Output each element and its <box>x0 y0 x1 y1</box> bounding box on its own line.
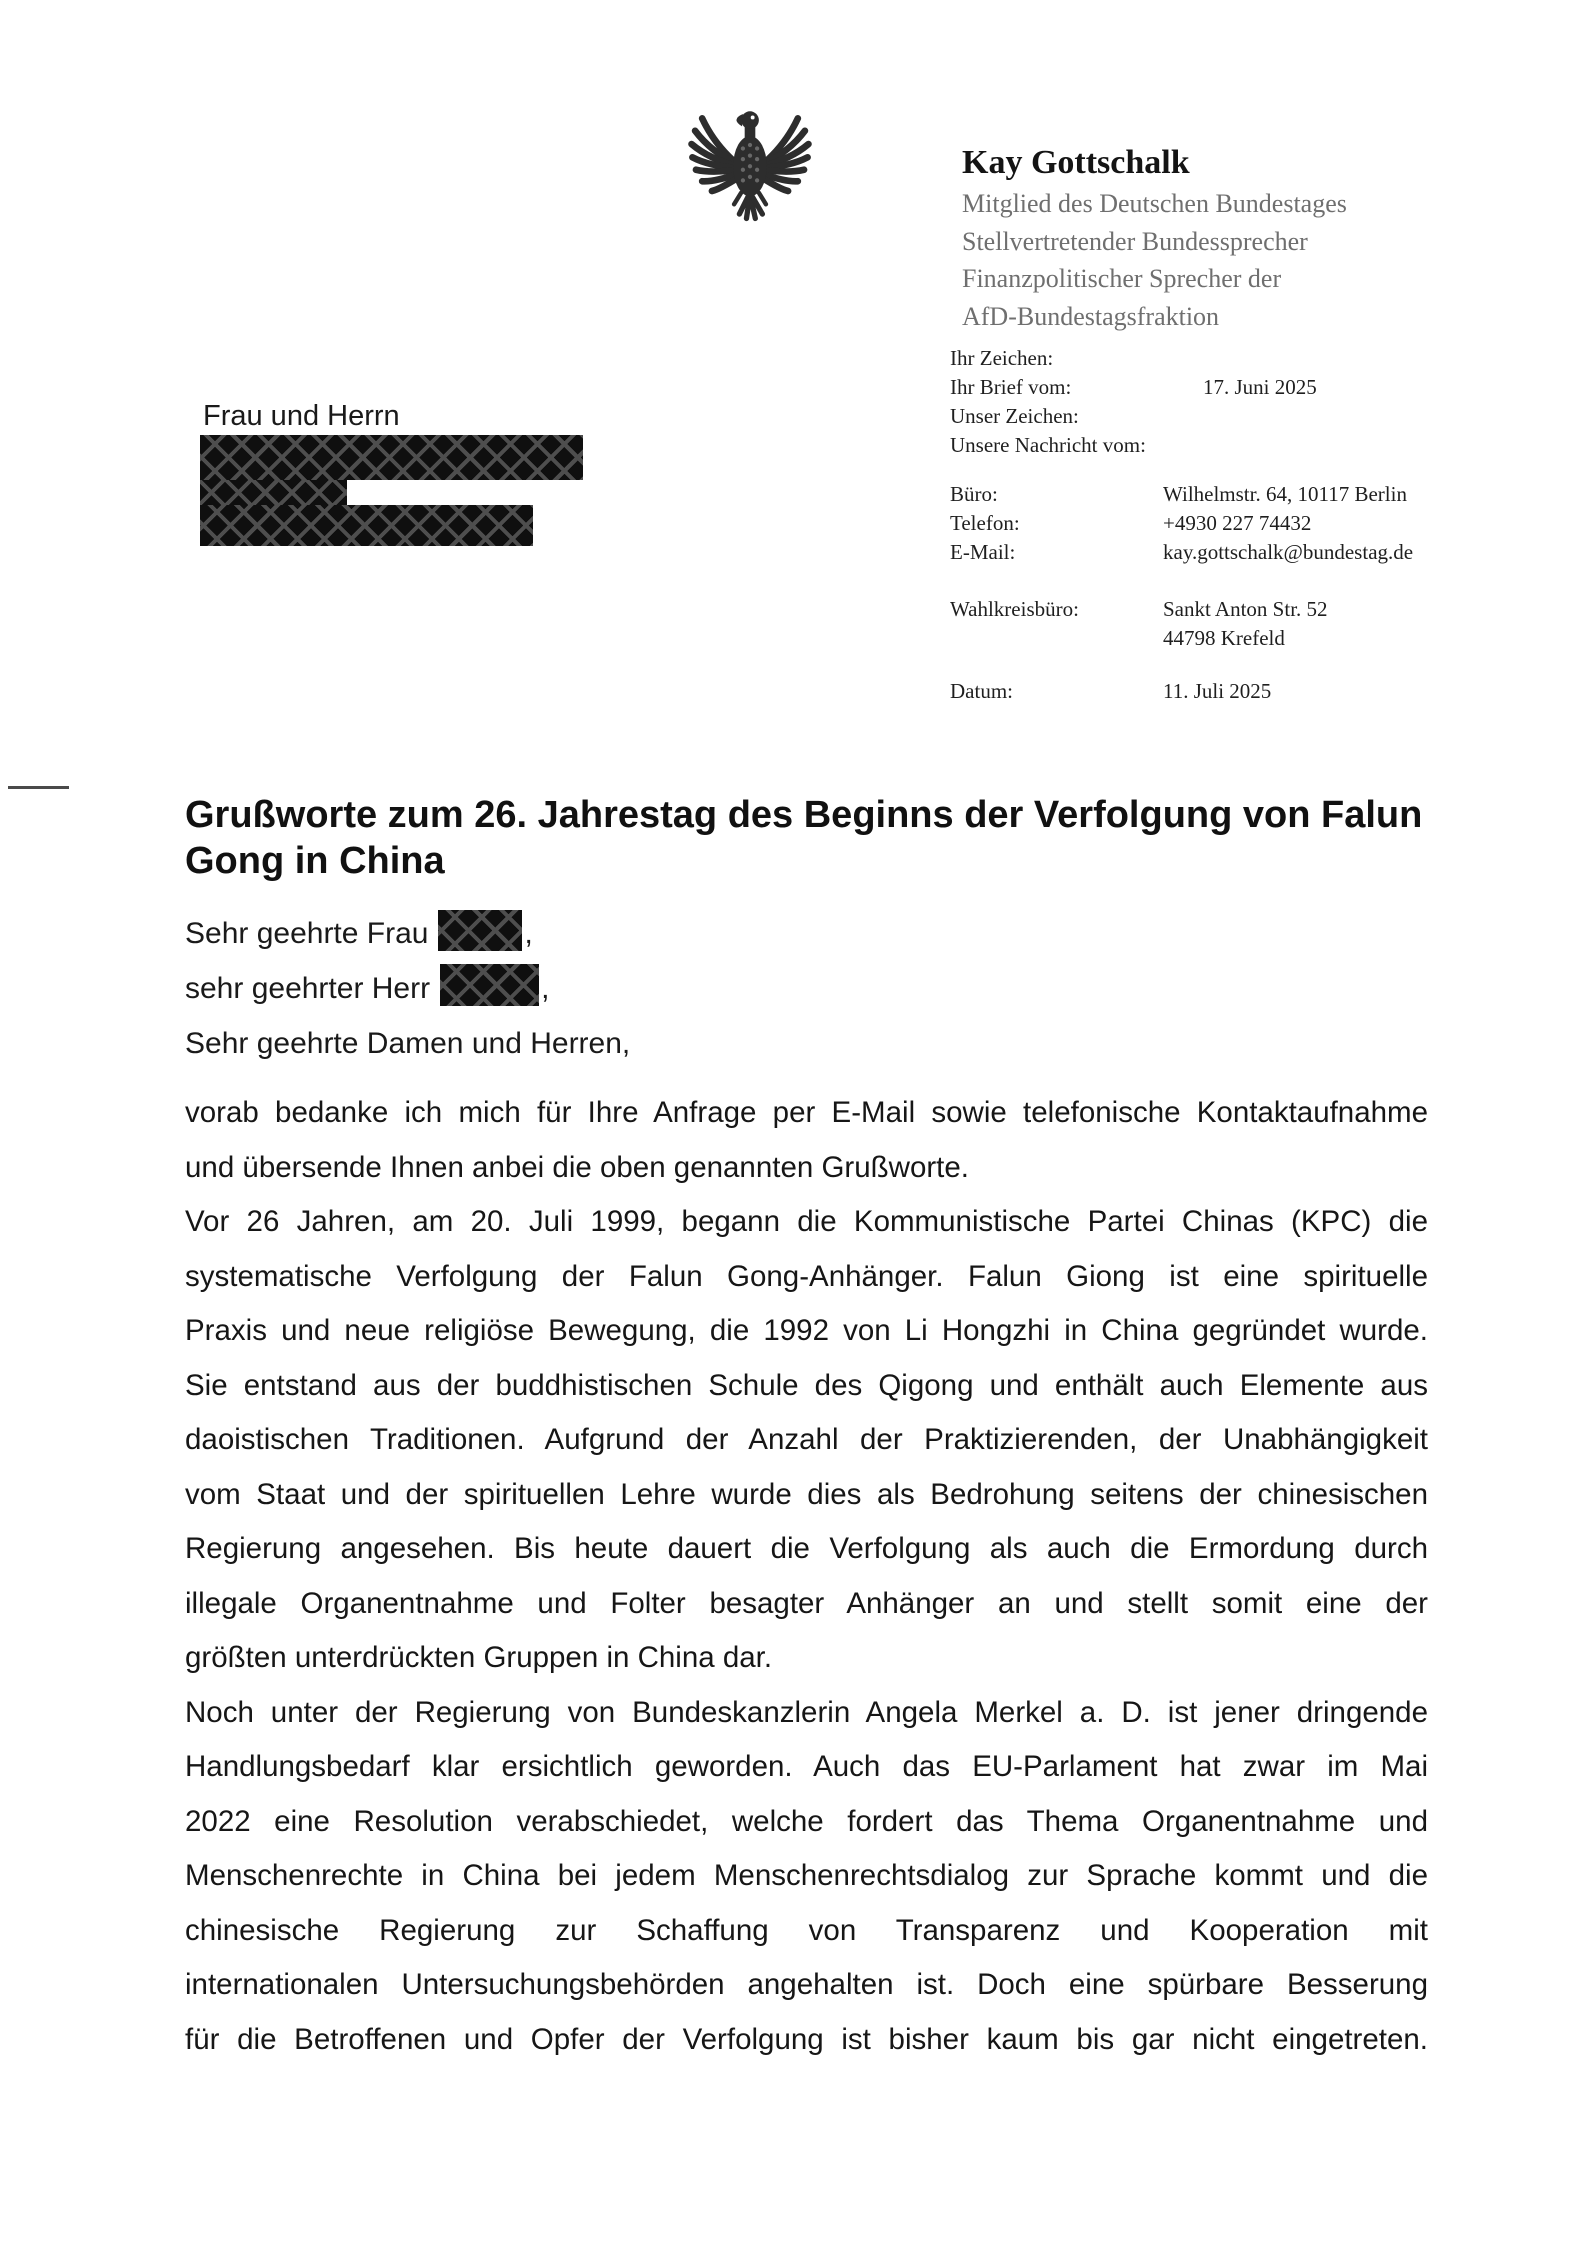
recipient-line: Frau und Herrn <box>203 400 400 432</box>
field-label: Ihr Brief vom: <box>950 375 1072 399</box>
field-value: 44798 Krefeld <box>1163 626 1285 650</box>
body-line: vom Staat und der spirituellen Lehre wurde dies als Bedrohung seitens der chinesischen <box>185 1477 1428 1511</box>
body-line: daoistischen Traditionen. Aufgrund der Anzahl der Praktizierenden, der Unabhängigkeit <box>185 1423 1428 1456</box>
redacted-name <box>440 964 539 1006</box>
sender-role: Stellvertretender Bundessprecher <box>962 226 1308 256</box>
date-row <box>950 677 1271 706</box>
sender-role: AfD-Bundestagsfraktion <box>962 301 1220 331</box>
body-line: Handlungsbedarf klar ersichtlich geworden. Auch das EU-Parlament hat zwar im Mai <box>185 1750 1428 1783</box>
body-line: illegale Organentnahme und Folter besagter Anhänger an und stellt somit eine der <box>185 1586 1428 1620</box>
body-line: und übersende Ihnen anbei die oben genannten Grußworte. <box>185 1150 969 1184</box>
field-label: Wahlkreisbüro: <box>950 597 1079 621</box>
body-line: chinesische Regierung zur Schaffung von Transparenz und Kooperation mit <box>185 1913 1428 1947</box>
email-value: kay.gottschalk@bundestag.de <box>1163 540 1414 564</box>
body-line: Noch unter der Regierung von Bundeskanzlerin Angela Merkel a. D. ist jener dringende <box>185 1695 1428 1729</box>
bundestag-eagle-logo <box>688 92 812 228</box>
office-contact-block <box>950 480 1413 567</box>
redacted-name <box>438 910 522 951</box>
salutation-text: Sehr geehrte Frau <box>185 917 429 950</box>
fold-mark <box>8 786 69 789</box>
date-value: 11. Juli 2025 <box>1163 679 1272 703</box>
field-value: +4930 227 74432 <box>1163 511 1312 535</box>
field-label: Telefon: <box>950 511 1020 535</box>
body-line: Vor 26 Jahren, am 20. Juli 1999, begann die Kommunistische Partei Chinas (KPC) die <box>185 1205 1428 1238</box>
contact-row <box>950 538 1413 567</box>
reference-row <box>950 373 1317 402</box>
reference-row <box>950 431 1317 460</box>
letter-body <box>185 1086 1428 2067</box>
field-label: Büro: <box>950 482 998 506</box>
contact-row <box>950 509 1413 538</box>
body-line: systematische Verfolgung der Falun Gong-Anhänger. Falun Giong ist eine spirituelle <box>185 1259 1428 1293</box>
field-value: Wilhelmstr. 64, 10117 Berlin <box>1163 482 1407 506</box>
body-line: Praxis und neue religiöse Bewegung, die 1992 von Li Hongzhi in China gegründet wurde. <box>185 1314 1428 1347</box>
field-value: Sankt Anton Str. 52 <box>1163 597 1328 621</box>
body-line: größten unterdrückten Gruppen in China dar. <box>185 1641 773 1674</box>
salutation-comma: , <box>524 917 533 950</box>
reference-row <box>950 344 1317 373</box>
body-line: Menschenrechte in China bei jedem Menschenrechtsdialog zur Sprache kommt und die <box>185 1859 1428 1892</box>
salutation-line <box>185 906 1428 961</box>
redacted-address <box>200 435 583 480</box>
district-office-block <box>950 595 1328 653</box>
sender-name: Kay Gottschalk <box>962 144 1190 181</box>
contact-row <box>950 595 1328 653</box>
reference-row <box>950 402 1317 431</box>
body-line: internationalen Untersuchungsbehörden angehalten ist. Doch eine spürbare Besserung <box>185 1968 1428 2001</box>
date-block <box>950 677 1271 706</box>
salutation-comma: , <box>541 972 550 1005</box>
eagle-icon <box>688 92 812 228</box>
salutation <box>185 906 1428 1071</box>
field-label: Unsere Nachricht vom: <box>950 433 1146 457</box>
recipient-address <box>200 400 583 546</box>
subject-heading: Grußworte zum 26. Jahrestag des Beginns der Verfolgung von Falun Gong in China <box>185 794 1423 882</box>
sender-role: Mitglied des Deutschen Bundestages <box>962 189 1347 218</box>
field-label: Ihr Zeichen: <box>950 346 1054 370</box>
body-line: Regierung angesehen. Bis heute dauert die Verfolgung als auch die Ermordung durch <box>185 1532 1428 1565</box>
redacted-address <box>200 505 533 546</box>
body-line: Sie entstand aus der buddhistischen Schule des Qigong und enthält auch Elemente aus <box>185 1368 1428 1402</box>
field-label: Unser Zeichen: <box>950 404 1079 428</box>
body-line: 2022 eine Resolution verabschiedet, welche fordert das Thema Organentnahme und <box>185 1804 1428 1838</box>
field-label: Datum: <box>950 679 1013 703</box>
sender-role: Finanzpolitischer Sprecher der <box>962 264 1282 293</box>
redacted-address <box>200 480 347 505</box>
contact-row <box>950 480 1413 509</box>
salutation-text: sehr geehrter Herr <box>185 972 431 1005</box>
salutation-line: Sehr geehrte Damen und Herren, <box>185 1027 631 1060</box>
reference-block <box>950 344 1317 460</box>
letterhead <box>962 141 1502 335</box>
field-label: E-Mail: <box>950 540 1016 564</box>
body-line: vorab bedanke ich mich für Ihre Anfrage per E-Mail sowie telefonische Kontaktaufnahme <box>185 1096 1428 1129</box>
field-value: 17. Juni 2025 <box>1203 375 1317 399</box>
body-line: für die Betroffenen und Opfer der Verfolgung ist bisher kaum bis gar nicht eingetreten. <box>185 2022 1428 2056</box>
salutation-line <box>185 961 1428 1016</box>
